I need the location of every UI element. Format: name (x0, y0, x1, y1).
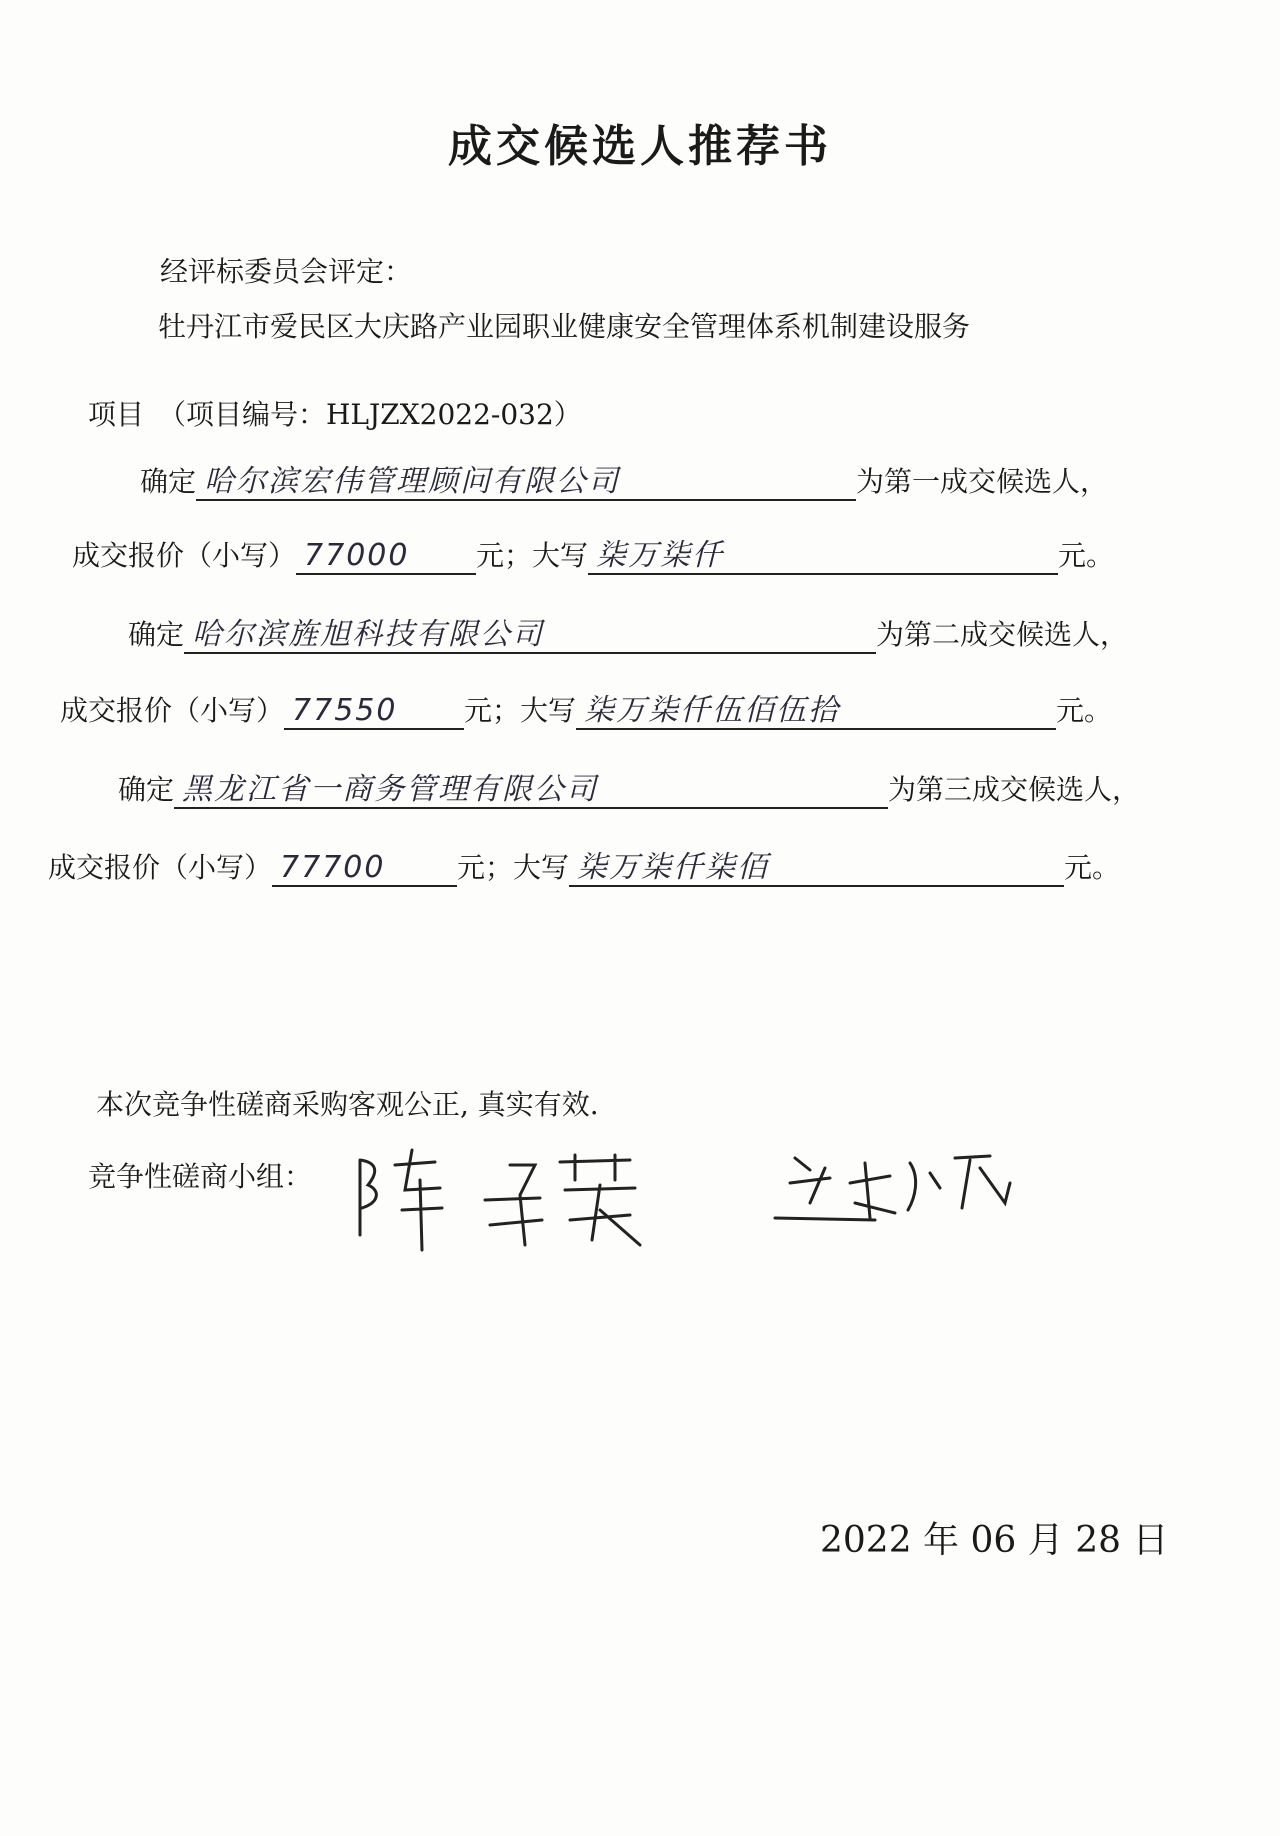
candidate-1-price-big: 柒万柒仟 (588, 539, 1058, 575)
candidate-3-price-big: 柒万柒仟柒佰 (569, 851, 1064, 887)
candidate-1-name: 哈尔滨宏伟管理顾问有限公司 (196, 465, 856, 501)
candidate-3-row (118, 768, 1140, 809)
candidate-2-rank: 为第二成交候选人， (876, 618, 1129, 651)
candidate-2-name: 哈尔滨旌旭科技有限公司 (184, 618, 876, 654)
yuan-end-label: 元。 (1064, 851, 1121, 884)
document-title: 成交候选人推荐书 (448, 121, 832, 172)
project-name-line2: 项目 （项目编号：HLJZX2022-032） (88, 398, 582, 431)
confirm-label: 确定 (140, 465, 197, 498)
candidate-3-name: 黑龙江省一商务管理有限公司 (174, 773, 888, 809)
candidate-2-row (128, 613, 1128, 654)
candidate-3-price-small: 77700 (272, 851, 457, 887)
price-small-label: 成交报价（小写） (60, 694, 285, 727)
group-label: 竞争性磋商小组： (88, 1160, 313, 1193)
candidate-1-row (140, 460, 1108, 501)
candidate-3-price-row (48, 846, 1120, 887)
signature-2 (480, 1150, 650, 1260)
price-small-label: 成交报价（小写） (72, 539, 297, 572)
document-date: 2022 年 06 月 28 日 (820, 1520, 1169, 1561)
yuan-end-label: 元。 (1058, 539, 1115, 572)
daxie-label: 大写 (520, 694, 577, 727)
price-small-label: 成交报价（小写） (48, 851, 273, 884)
statement-text: 本次竞争性磋商采购客观公正, 真实有效. (96, 1088, 599, 1121)
yuan-semicolon-label: 元； (476, 539, 533, 572)
daxie-label: 大写 (513, 851, 570, 884)
confirm-label: 确定 (118, 773, 175, 806)
confirm-label: 确定 (128, 618, 185, 651)
candidate-2-price-small: 77550 (284, 694, 464, 730)
candidate-3-rank: 为第三成交候选人， (888, 773, 1141, 806)
yuan-semicolon-label: 元； (457, 851, 514, 884)
candidate-1-rank: 为第一成交候选人， (856, 465, 1109, 498)
signature-1 (350, 1140, 460, 1260)
yuan-semicolon-label: 元； (464, 694, 521, 727)
intro-text: 经评标委员会评定： (160, 255, 413, 288)
project-name-line1: 牡丹江市爱民区大庆路产业园职业健康安全管理体系机制建设服务 (158, 310, 971, 343)
signature-3 (770, 1148, 1020, 1248)
candidate-1-price-row (72, 534, 1114, 575)
candidate-2-price-big: 柒万柒仟伍佰伍拾 (576, 694, 1056, 730)
daxie-label: 大写 (532, 539, 589, 572)
candidate-1-price-small: 77000 (296, 539, 476, 575)
candidate-2-price-row (60, 689, 1112, 730)
yuan-end-label: 元。 (1056, 694, 1113, 727)
